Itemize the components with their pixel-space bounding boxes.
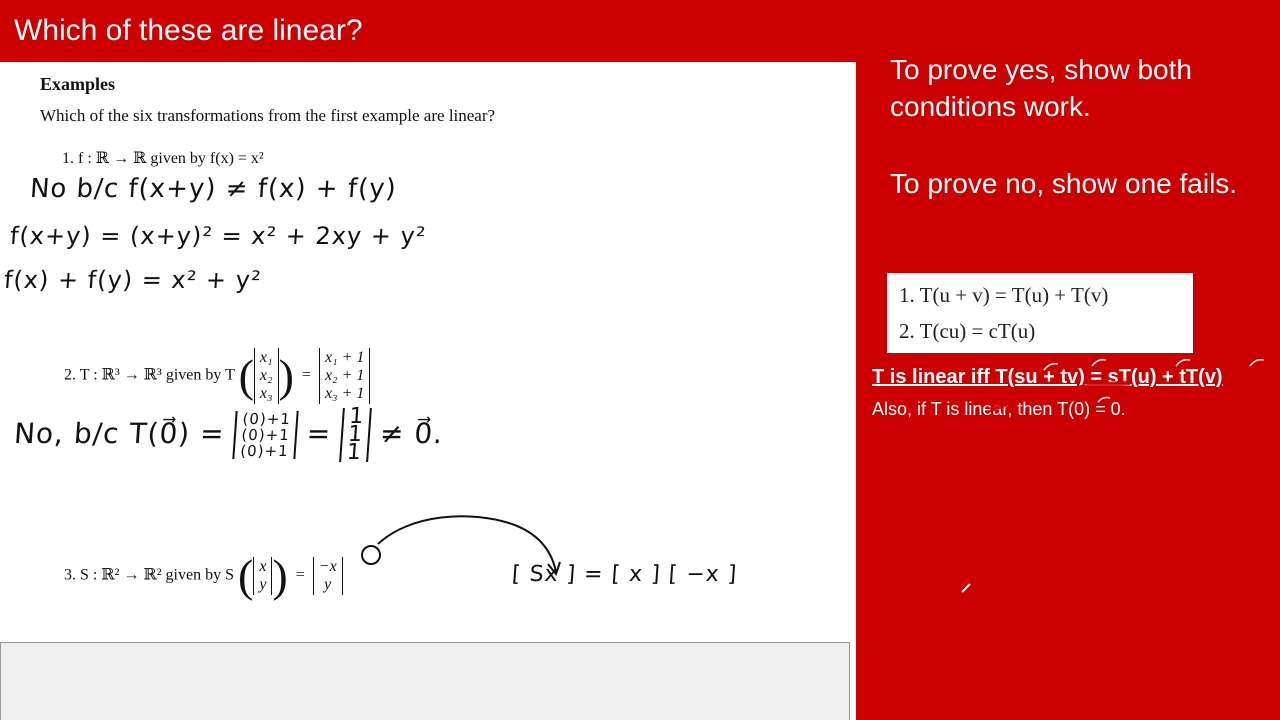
answer-2-equals: = [305,417,333,450]
answer-2-suffix: ≠ 0⃗. [378,417,445,450]
problem-2-number: 2. [64,366,76,384]
handwritten-answer-3: [ Sx ] = [ x ] [ −x ] [511,562,739,587]
left-paren: ( [237,550,254,601]
problem-3-number: 3. [64,566,76,584]
examples-question: Which of the six transformations from the first example are linear? [40,106,496,125]
vector-entry: x₂ [259,367,273,384]
problem-1-number: 1. [62,150,74,167]
vector-entry: y [324,576,332,593]
condition-additivity: 1. T(u + v) = T(u) + T(v) [899,283,1109,307]
caption-overlay-box [0,642,850,720]
vector-entry: −x [318,558,337,575]
equals-sign: = [297,366,315,384]
matrix-entry: 1 [347,422,364,447]
matrix-entry: (0)+1 [241,410,292,428]
vector-entry: x₃ [259,385,273,402]
matrix-entry: 1 [345,440,363,465]
zero-vector-property: Also, if T is linear, then T(0) = 0. [872,399,1126,419]
matrix-entry: (0)+1 [239,442,290,460]
answer-2-prefix: No, b/c T(0⃗) = [12,417,226,450]
vector-entry: x [259,558,267,575]
problem-1-text: f : ℝ → ℝ given by f(x) = x² [78,150,264,167]
equals-sign: = [291,566,309,584]
handwritten-arrow-icon [0,62,856,720]
vector-entry: x₁ [259,349,273,366]
matrix-entry: 1 [348,404,366,429]
prove-yes-text: To prove yes, show both conditions work. [890,54,1192,122]
examples-heading: Examples [40,74,116,94]
problem-3-text: S : ℝ² → ℝ² given by S [80,566,234,584]
prove-no-text: To prove no, show one fails. [890,168,1238,199]
problem-2-text: T : ℝ³ → ℝ³ given by T [79,366,235,384]
vector-entry: y [259,576,267,593]
handwritten-expansion: f(x+y) = (x+y)² = x² + 2xy + y² [9,222,428,250]
handwritten-sum: f(x) + f(y) = x² + y² [3,266,263,294]
vector-entry: x₁ + 1 [324,349,365,366]
vector-entry: x₃ + 1 [324,385,365,402]
right-paren: ) [272,550,288,601]
vector-entry: x₂ + 1 [324,367,365,384]
slide-title: Which of these are linear? [14,14,363,47]
matrix-entry: (0)+1 [240,426,291,444]
linearity-conditions-box [887,273,1193,353]
linearity-criterion: T is linear iff T(su + tv) = sT(u) + tT(v) [872,366,1223,388]
worksheet-scan [0,62,856,720]
handwritten-answer-1: No b/c f(x+y) ≠ f(x) + f(y) [28,174,398,204]
condition-homogeneity: 2. T(cu) = cT(u) [899,319,1036,343]
left-paren: ( [238,350,254,401]
right-paren: ) [278,350,294,401]
